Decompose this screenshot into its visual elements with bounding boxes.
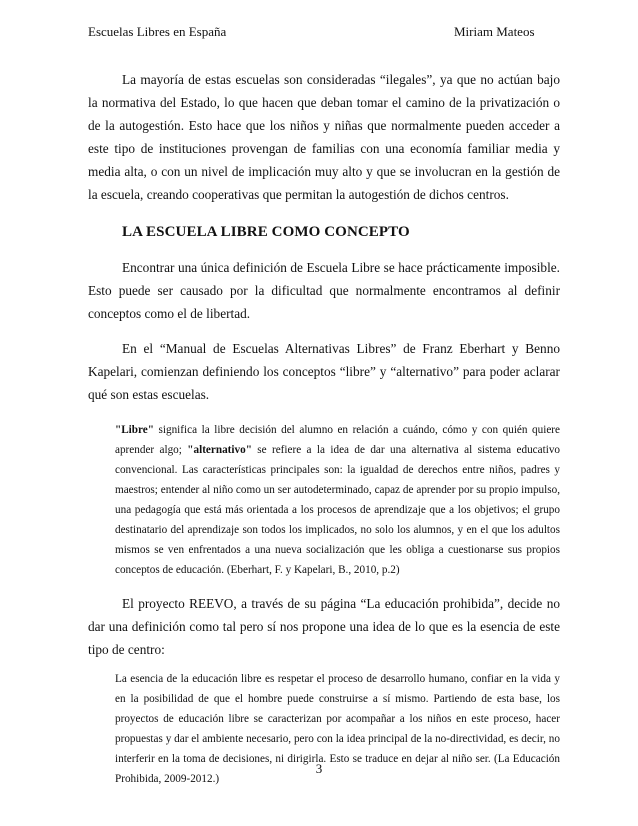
paragraph-definicion: Encontrar una única definición de Escuela Libre se hace prácticamente imposible. Esto puede ser causado por la dificultad que normalmente encontramos al definir conceptos como el de libertad. <box>88 260 560 321</box>
header-author: Miriam Mateos <box>454 24 535 39</box>
block-quote-eberhart <box>115 420 560 580</box>
paragraph-manual: En el “Manual de Escuelas Alternativas Libres” de Franz Eberhart y Benno Kapelari, comienzan definiendo los conceptos “libre” y “alternativo” para poder aclarar qué son estas escuelas. <box>88 341 560 402</box>
header-title: Escuelas Libres en España <box>88 24 227 39</box>
quote-text-part2: se refiere a la idea de dar una alternativa al sistema educativo convencional. Las características principales son: la igualdad de derechos entre niños, padres y maestros; entender al niño como un ser autodeterminado, capaz de aprender por su propio impulso, una pedagogía que está más orientada a los procesos de aprendizaje que a los objetivos; el grupo destinatario del aprendizaje son todos los implicados, no solo los alumnos, y en el que los adultos mismos se ven enfrentados a una nueva socialización que les obliga a cuestionarse sus propios conceptos de educación. (Eberhart, F. y Kapelari, B., 2010, p.2) <box>115 444 561 576</box>
section-heading: LA ESCUELA LIBRE COMO CONCEPTO <box>122 224 410 240</box>
quote-term-libre: "Libre" <box>115 424 154 436</box>
paragraph-reevo: El proyecto REEVO, a través de su página “La educación prohibida”, decide no dar una definición como tal pero sí nos propone una idea de lo que es la esencia de este tipo de centro: <box>88 596 560 657</box>
quote-text-part1: significa la libre decisión del alumno en relación a cuándo, cómo y con quién quiere aprender algo; <box>115 424 560 456</box>
paragraph-ilegales: La mayoría de estas escuelas son consideradas “ilegales”, ya que no actúan bajo la normativa del Estado, lo que hacen que deban tomar el camino de la privatización o de la autogestión. Esto hace que los niños y niñas que normalmente pueden acceder a este tipo de instituciones provengan de familias con una economía familiar media y media alta, o con un nivel de implicación muy alto y que se involucran en la gestión de la escuela, creando cooperativas que permitan la autogestión de dichos centros. <box>88 72 560 202</box>
page-number: 3 <box>315 761 323 776</box>
block-quote-educacion-prohibida: La esencia de la educación libre es respetar el proceso de desarrollo humano, confiar en la vida y en la posibilidad de que el hombre puede construirse a sí mismo. Partiendo de esta base, los proyectos de educación libre se caracterizan por acompañar a los niños en este proceso, hacer propuestas y dar el ambiente necesario, pero con la idea principal de la no-directividad, es decir, no interferir en la toma de decisiones, ni dirigirla. Esto se traduce en dejar al niño ser. (La Educación Prohibida, 2009-2012.) <box>115 673 560 785</box>
quote-term-alternativo: "alternativo" <box>187 444 252 456</box>
body-text <box>88 68 560 789</box>
